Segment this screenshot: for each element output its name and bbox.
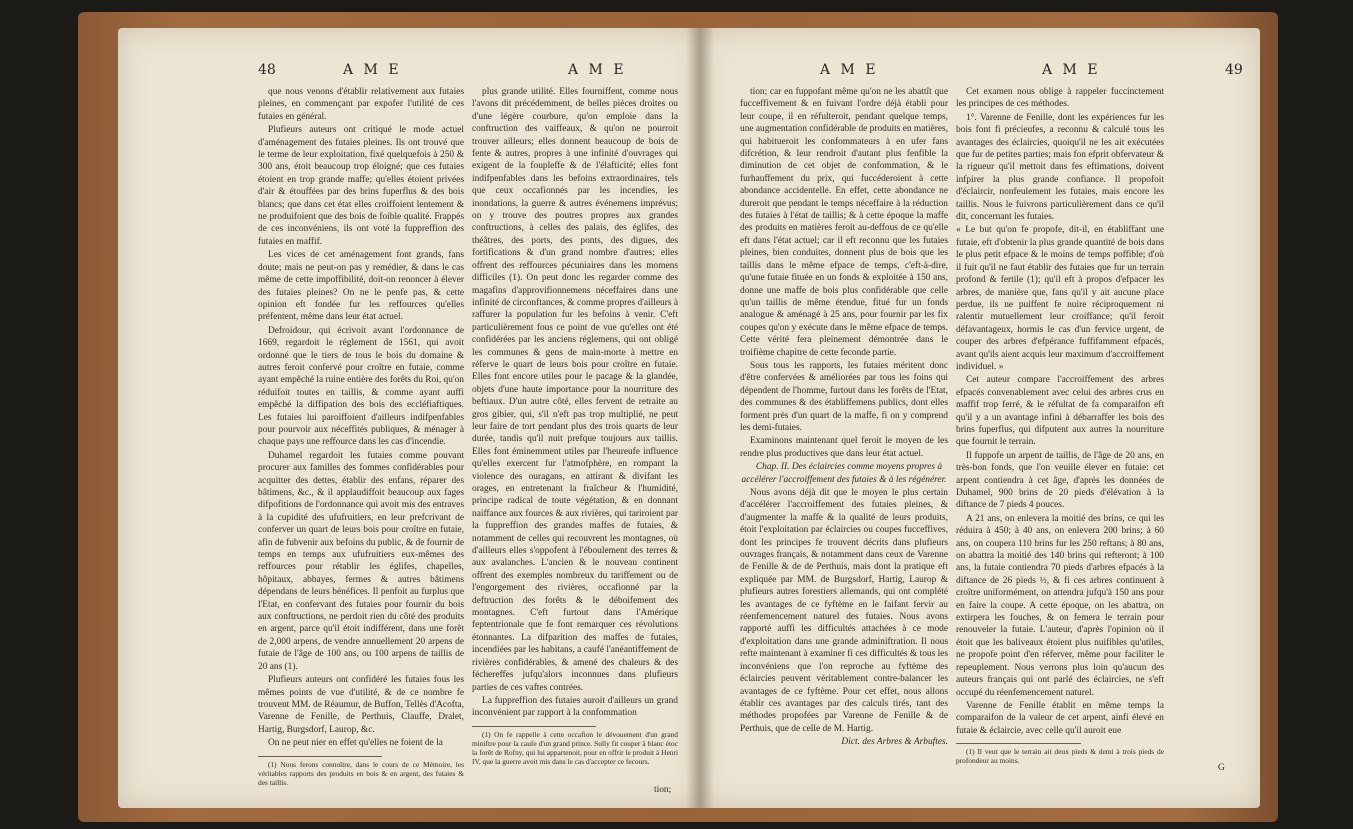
paragraph: Les vices de cet aménagement font grands, fans doute; mais ne peut-on pas y remédier, & dans le cas même de cette impoffibilité, doit-on renoncer à élever des futaies pleines? On ne le penfe pas, & cette opinion eft fondée fur les reffources qu'elles préfentent, même dans leur état actuel. xyxy=(258,250,464,323)
right-page-column-2 xyxy=(956,86,1164,806)
paragraph: On ne peut nier en effet qu'elles ne foient de la xyxy=(268,738,443,749)
paragraph: Plufieurs auteurs ont critiqué le mode actuel d'aménagement des futaies pleines. Ils ont trouvé que le terme de leur exploitation, fixé quelquefois à 250 & 300 ans, étoit beaucoup trop éloigné; que ces futaies étoient en trop grande maffe; qu'elles étoient privées d'air & étouffées par des brins fuperflus & des bois blancs; que dans cet état elles croiffoient lentement & ne produifoient que des bois de foible qualité. Frappés de ces inconvéniens, ils ont voté la fuppreffion des futaies en maffif. xyxy=(258,125,464,247)
signature-line: Dict. des Arbres & Arbuftes. xyxy=(841,737,948,748)
book-gutter xyxy=(686,28,714,808)
paragraph: Examinons maintenant quel feroit le moyen de les rendre plus productives que dans leur état actuel. xyxy=(740,436,948,459)
paragraph: Defroidour, qui écrivoit avant l'ordonnance de 1669, regardoit le réglement de 1561, qui avoit ordonné que le tiers de tous le bois du domaine & autres feroit confervé pour croître en futaie, comme ayant empêché la ruine entière des forêts du Roi, qu'on réduifoit toutes en taillis, & comme ayant auffi empêché la diffipation des bois des eccléfiaftiques. Les futaies lui paroiffoient d'ailleurs indifpenfables pour pourvoir aux néceffités publiques, & ménager à chaque pays une reffource dans les cas d'incendie. xyxy=(258,325,464,448)
paragraph: A 21 ans, on enlevera la moitié des brins, ce qui les réduira à 450; à 40 ans, on enlevera 200 brins; à 60 ans, on coupera 110 brins fur les 250 reftans; à 80 ans, on abattra la moitié des 140 brins qui refteront; à 100 ans, la futaie contiendra 70 pieds d'arbres efpacés à la diftance de 26 pieds ½, & fi ces arbres continuent à croître uniformément, on attendra jufqu'à 150 ans pour en faire la coupe. A cette époque, on les abattra, on extirpera les fouches, & on femera le terrain pour renouveler la futaie. L'auteur, d'après l'opinion où il étoit que les baliveaux étoient plus nuifibles qu'utiles, ne propofe point d'en réferver, même pour faciliter le repeuplement. Nous verrons plus loin qu'aucun des auteurs français qui ont parlé des éclaircies, ne s'eft occupé du réenfemencement naturel. xyxy=(956,513,1164,698)
paragraph: Plufieurs auteurs ont confidéré les futaies fous les mêmes points de vue d'utilité, & de ce nombre fe trouvent MM. de Réaumur, de Buffon, Tellès d'Acofta, Varenne de Fenille, de Perthuis, Clauffe, Dralet, Hartig, Burgsdorf, Laurop, &c. xyxy=(258,675,464,735)
paragraph: Cet examen nous oblige à rappeler fuccinctement les principes de ces méthodes. xyxy=(956,87,1164,110)
paragraph: 1°. Varenne de Fenille, dont les expériences fur les bois font fi précieufes, a reconnu & calculé tous les avantages des éclaircies, quoiqu'il ne les ait exécutées que fur de petites parties; mais fon efprit obfervateur & la rigueur qu'il mettoit dans fes eftimations, doivent infpirer la plus grande confiance. Il propofoit d'éclaircir, nonfeulement les futaies, mais encore les taillis. Nous le fuivrons particulièrement dans ce qu'il dit, concernant les futaies. xyxy=(956,112,1164,223)
footnote: (1) On fe rappelle à cette occafion le dévouement d'un grand miniftre pour la caufe d'un grand prince. Sully fit couper à blanc étoc la forêt de Rofny, qui lui appartenoit, pour en offrir le produit à Henri IV, que la guerre avoit mis dans le cas d'accepter ce fecours. xyxy=(472,729,678,767)
right-page xyxy=(700,28,1260,808)
footnote: (1) Il veut que le terrain ait deux pieds & demi à trois pieds de profondeur au moins. xyxy=(956,747,1164,766)
paragraph: plus grande utilité. Elles fourniffent, comme nous l'avons dit précédemment, de belles pièces droites ou d'une légère courbure, qu'on emploie dans la conftruction des vaiffeaux, & qu'on ne pourroit trouver ailleurs; elles donnent beaucoup de bois de fente & autres, propres à une infinité d'ouvrages qui exigent de la foupleffe & de l'élafticité; elles font indifpenfables dans les befoins extraordinaires, tels que ceux occafionnés par les incendies, les inondations, la guerre & autres événemens imprévus; on y trouve des poutres propres aux grandes conftructions, à celles des palais, des églifes, des théâtres, des ports, des ponts, des digues, des fortifications & d'un grand nombre d'autres; elles offrent des reffources pécuniaires dans les momens difficiles (1). On peut donc les regarder comme des magafins d'approvifionnemens néceffaires dans une infinité de circonftances, & comme propres d'ailleurs à raffurer la population fur les befoins à venir. C'eft particulièrement fous ce point de vue qu'elles ont été confidérées par les anciens réglemens, qui ont obligé les communes & gens de main-morte à mettre en réferve le quart de leurs bois pour croître en futaie. Elles font encore utiles pour le pacage & la glandée, objets d'une haute importance pour la nourriture des beftiaux. D'un autre côté, elles fervent de retraite au gros gibier, qui, s'il n'eft pas trop multiplié, ne peut leur faire de tort pendant plus des trois quarts de leur durée, tandis qu'il nuit prefque toujours aux taillis. Elles font éminemment utiles par l'heureufe influence qu'elles exercent fur l'atmofphère, en rompant la violence des ouragans, en attirant & divifant les orages, en entretenant la fraîcheur & l'humidité, principe radical de toute végétation, & en donnant naiffance aux fources & aux rivières, qui tariroient par la fuppreffion des grandes maffes de futaies, & notamment de celles qui recouvrent les montagnes, où d'ailleurs elles s'oppofent à l'éboulement des terres & aux avalanches. L'ancien & le nouveau continent offrent des exemples nombreux du tariffement ou de l'engorgement des rivières, occafionné par la deftruction des forêts & le déboifement des montagnes. C'eft furtout dans l'Amérique feptentrionale que fe font remarquer ces révolutions étonnantes. La difparition des maffes de futaies, incendiées par les habitans, a caufé l'anéantiffement de rivières confidérables, & amené des chaleurs & des féchereffes jufqu'alors inconnues dans plufieurs parties de ces vaftes contrées. xyxy=(472,87,678,693)
paragraph: Varenne de Fenille établit en même temps la comparaifon de la valeur de cet arpent, ainfi élevé en futaie & éclaircie, avec celle qu'il auroit eue xyxy=(956,700,1164,736)
paragraph: Duhamel regardoit les futaies comme pouvant procurer aux familles des fommes confidérables pour acquitter des dettes, établir des enfans, réparer des bâtimens, &c., & il applaudiffoit beaucoup aux fages difpofitions de l'ordonnance qui avoit mis des entraves à la cupidité des ufufruitiers, en leur prefcrivant de conferver un quart de leurs bois pour croître en futaie, afin de fubvenir aux befoins du public, & de fournir de temps en temps aux ufufruitiers eux-mêmes des reffources pour rétablir les églifes, chapelles, hôpitaux, abbayes, fermes & autres bâtimens dépendans de leurs bénéfices. Il penfoit au furplus que l'Etat, en confervant des futaies pour fournir du bois aux conftructions, ne perdoit rien du côté des produits en argent, parce qu'il étoit indifférent, dans une forêt de 2,000 arpens, de vendre annuellement 20 arpens de futaie de l'âge de 100 ans, ou 100 arpens de taillis de 20 ans (1). xyxy=(258,450,464,672)
signature-mark: G xyxy=(1218,763,1225,773)
paragraph: Il fuppofe un arpent de taillis, de l'âge de 20 ans, en très-bon fonds, que l'on veuille élever en futaie: cet arpent contiendra à cet âge, d'après les données de Duhamel, 900 brins de 20 pieds d'élévation à la diftance de 7 pieds 4 pouces. xyxy=(956,450,1164,511)
paragraph: La fuppreffion des futaies auroit d'ailleurs un grand inconvénient par rapport à la confommation xyxy=(472,695,678,719)
paragraph: tion; car en fuppofant même qu'on ne les abattît que fucceffivement & en fuivant l'ordre déjà établi pour leur coupe, il en réfulteroit, pendant quelque temps, une augmentation confidérable de produits en matières, qui habitueroit les confommateurs à en ufer fans difcrétion, & leur rendroit d'autant plus fenfible la diminution de cet objet de confommation, & le furhauffement du prix, qui fuccéderoient à cette abondance accidentelle. En effet, cette abondance ne dureroit que pendant le temps néceffaire à la réduction des futaies à l'état de taillis; & à cette époque la maffe des produits en matières feroit au-deffous de ce qu'elle eft dans l'état actuel; car il eft reconnu que les futaies pleines, bien conduites, donnent plus de bois que les taillis dans le même efpace de temps, c'eft-à-dire, qu'une futaie fituée en un fonds & exploitée à 150 ans, donne une maffe de bois plus confidérable que celle qu'un taillis de même étendue, fitué fur un fonds analogue & aménagé à 25 ans, pour fournir par les fix coupes qu'on y exécute dans le même efpace de temps. Cette vérité fera pleinement démontrée dans le troifième chapitre de cette feconde partie. xyxy=(740,87,948,358)
footnote-rule xyxy=(258,756,382,757)
running-header-right-2: A M E xyxy=(1042,62,1101,78)
paragraph: Cet auteur compare l'accroiffement des arbres efpacés convenablement avec celui des arbres crus en maffif trop ferré, & le réfultat de fa comparaifon eft qu'il y a un avantage infini à débarraffer les bois des brins fuperflus, qui difputent aux autres la nourriture que fournit le terrain. xyxy=(956,375,1164,448)
paragraph: que nous venons d'établir relativement aux futaies pleines, en commençant par expofer l'utilité de ces futaies en général. xyxy=(258,87,464,122)
quotation: « Le but qu'on fe propofe, dit-il, en établiffant une futaie, eft d'obtenir la plus grande quantité de bois dans le plus petit efpace & le moins de temps poffible; d'où il fuit qu'il ne faut établir des futaies que fur un terrain profond & fertile (1); qu'il eft à propos d'efpacer les arbres, de manière que, fans qu'il y ait aucune place perdue, ils ne puiffent fe nuire réciproquement ni ralentir mutuellement leur croiffance; qu'il feroit défavantageux, hormis le cas d'un fervice urgent, de couper des arbres d'efpérance fuffifamment efpacés, avant qu'ils aient acquis leur maximum d'accroiffement individuel. » xyxy=(956,225,1164,372)
catchword: tion; xyxy=(654,785,672,795)
running-header-right-1: A M E xyxy=(820,62,879,78)
left-page xyxy=(118,28,700,808)
left-page-column-1 xyxy=(258,86,464,786)
paragraph: Nous avons déjà dit que le moyen le plus certain d'accélérer l'accroiffement des futaies pleines, & d'augmenter la maffe & la qualité de leurs produits, étoit l'exploitation par éclaircies ou coupes fucceffives, dont les principes fe trouvent décrits dans plufieurs ouvrages français, & notamment dans ceux de Varenne de Fenille & de de Perthuis, mais dont la pratique eft expliquée par MM. de Burgsdorf, Hartig, Laurop & plufieurs autres forestiers allemands, qui ont complété les avantages de ce fyftème en le faifant fervir au réenfemencement naturel des futaies. Nous avons rapporté auffi les difficultés attachées à ce mode d'exploitation dans une grande adminiftration. Il nous refte maintenant à examiner fi ces difficultés & tous les inconvéniens que l'on reproche au fyftème des éclaircies peuvent véritablement contre-balancer les avantages de ce fyftème. Pour cet effet, nous allons établir ces avantages par des calculs tirés, tant des méthodes propofées par Varenne de Fenille & de Perthuis, que de celle de M. Hartig. xyxy=(740,488,948,734)
page-number-right: 49 xyxy=(1225,62,1243,78)
paragraph: Sous tous les rapports, les futaies méritent donc d'être confervées & améliorées par tous les foins qui dépendent de l'homme, furtout dans les forêts de l'Etat, des communes & des établiffemens publics, dont elles forment près d'un quart de la maffe, fi on y comprend les demi-futaies. xyxy=(740,360,948,433)
running-header-left-2: A M E xyxy=(568,62,627,78)
page-number-left: 48 xyxy=(258,62,276,78)
right-page-column-1 xyxy=(740,86,948,806)
chapter-heading: Chap. II. Des éclaircies comme moyens propres à accélérer l'accroiffement des futaies & à les régénérer. xyxy=(741,462,947,485)
footnote-rule xyxy=(472,726,596,727)
left-page-column-2 xyxy=(472,86,678,786)
running-header-left-1: A M E xyxy=(343,62,402,78)
footnote-rule xyxy=(956,743,1081,744)
footnote: (1) Nous ferons connoître, dans le cours de ce Mémoire, les véritables rapports des produits en bois & en argent, des futaies & des taillis. xyxy=(258,759,464,786)
